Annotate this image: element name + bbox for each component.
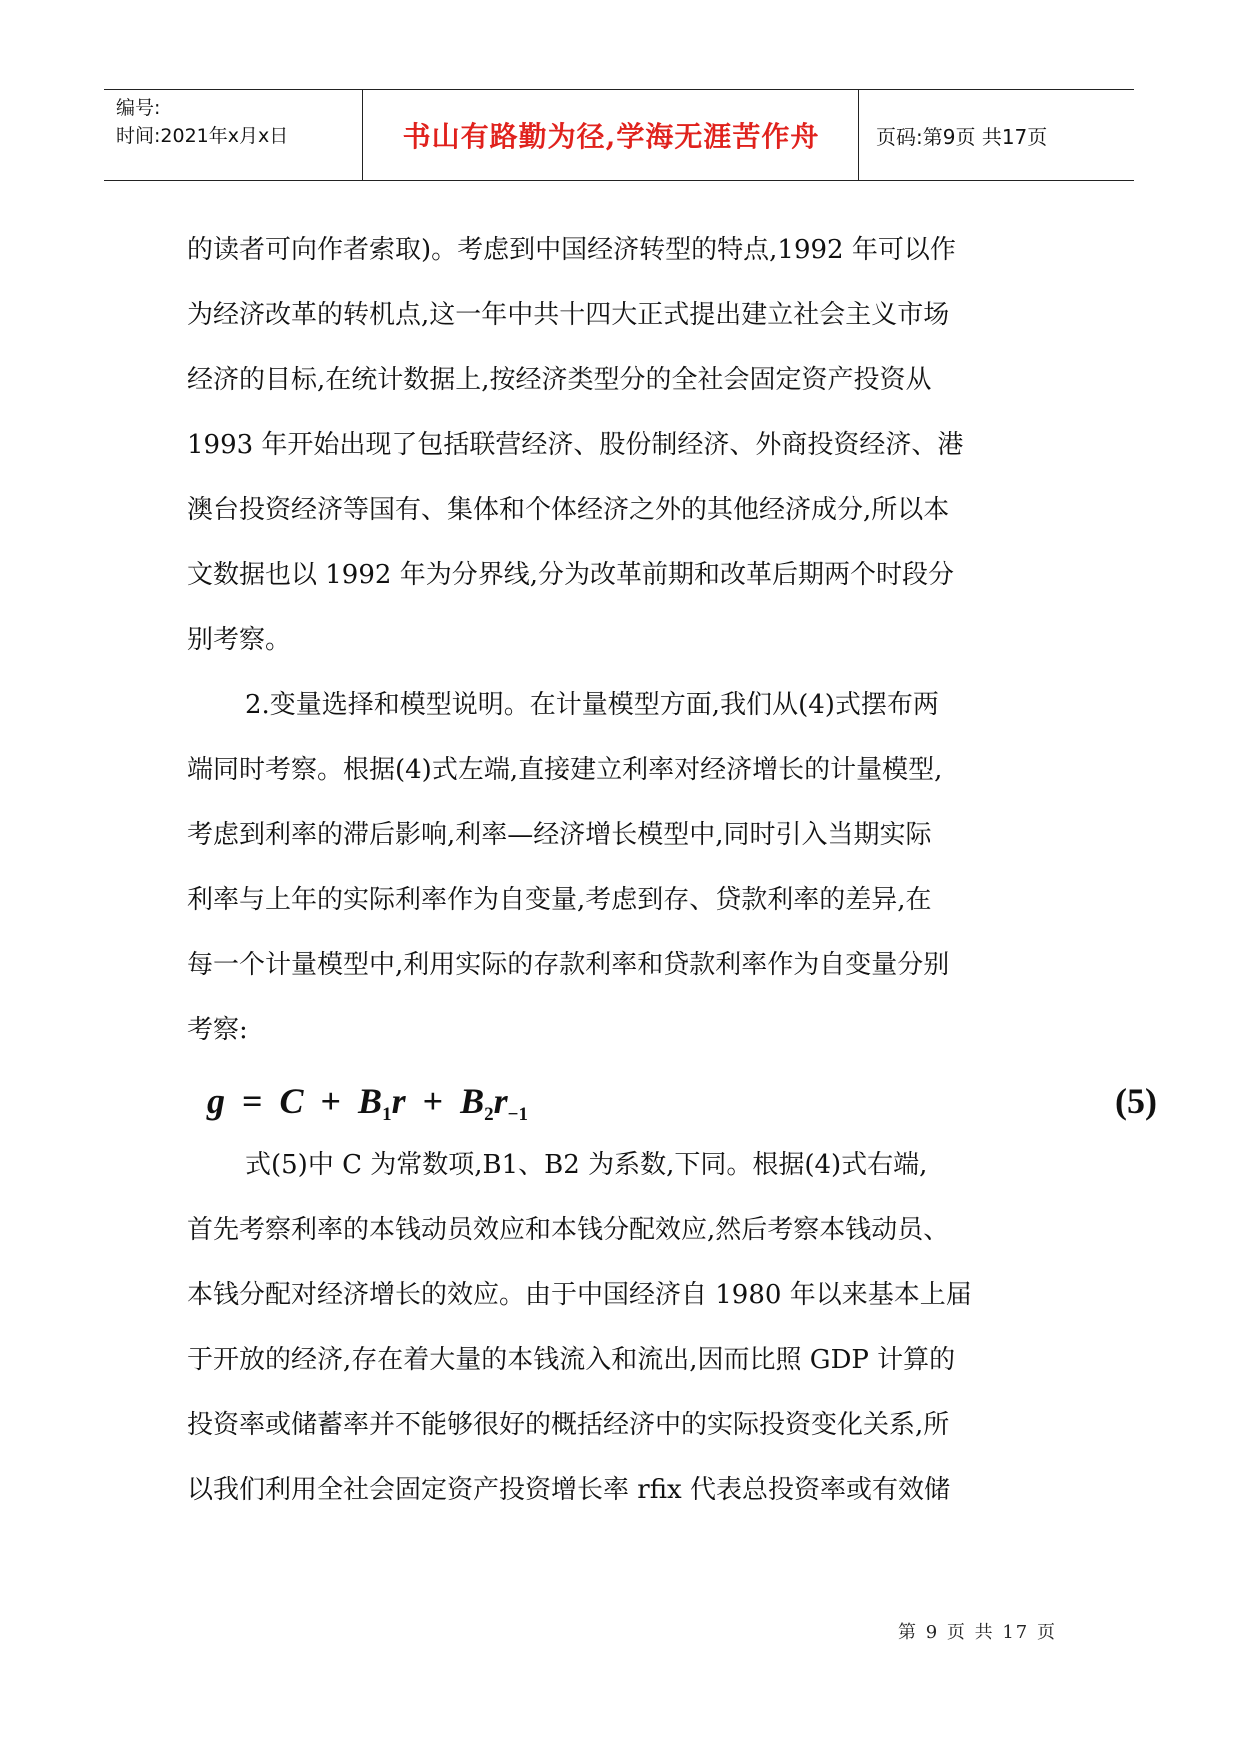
text-line: 本钱分配对经济增长的效应。由于中国经济自 1980 年以来基本上届 — [187, 1280, 972, 1310]
page-header — [104, 89, 1134, 181]
plus-sign: + — [320, 1081, 342, 1121]
subscript-1: 1 — [382, 1104, 392, 1125]
text-line: 文数据也以 1992 年为分界线,分为改革前期和改革后期两个时段分 — [187, 560, 954, 590]
var-c: C — [279, 1081, 304, 1121]
page-footer: 第 9 页 共 17 页 — [898, 1622, 1057, 1643]
document-time-label: 时间:2021年x月x日 — [116, 125, 289, 147]
text-line: 1993 年开始出现了包括联营经济、股份制经济、外商投资经济、港 — [187, 430, 964, 460]
text-line: 2.变量选择和模型说明。在计量模型方面,我们从(4)式摆布两 — [245, 690, 939, 720]
paragraph-variable-selection — [187, 673, 1087, 1063]
var-g: g — [207, 1081, 225, 1121]
subscript-2: 2 — [484, 1104, 494, 1125]
text-line: 考察: — [187, 1015, 248, 1045]
text-line: 经济的目标,在统计数据上,按经济类型分的全社会固定资产投资从 — [187, 365, 932, 395]
text-line: 以我们利用全社会固定资产投资增长率 rfix 代表总投资率或有效储 — [187, 1475, 950, 1505]
text-line: 端同时考察。根据(4)式左端,直接建立利率对经济增长的计量模型, — [187, 755, 943, 785]
equation-formula — [207, 1069, 528, 1147]
document-body — [187, 218, 1157, 1523]
header-page-label: 页码:第9页 共17页 — [876, 124, 1048, 149]
paragraph-data-period — [187, 218, 1087, 673]
subscript-lag: −1 — [507, 1104, 528, 1125]
text-line: 考虑到利率的滞后影响,利率—经济增长模型中,同时引入当期实际 — [187, 820, 932, 850]
document-number-label: 编号: — [116, 97, 161, 119]
text-line: 澳台投资经济等国有、集体和个体经济之外的其他经济成分,所以本 — [187, 495, 950, 525]
text-line: 于开放的经济,存在着大量的本钱流入和流出,因而比照 GDP 计算的 — [187, 1345, 956, 1375]
text-line: 别考察。 — [187, 625, 292, 655]
var-b2: B — [460, 1081, 485, 1121]
text-line: 的读者可向作者索取)。考虑到中国经济转型的特点,1992 年可以作 — [187, 235, 956, 265]
var-b1: B — [358, 1081, 383, 1121]
text-line: 每一个计量模型中,利用实际的存款利率和贷款利率作为自变量分别 — [187, 950, 950, 980]
text-line: 为经济改革的转机点,这一年中共十四大正式提出建立社会主义市场 — [187, 300, 950, 330]
header-divider-left — [362, 90, 363, 180]
equals-sign: = — [242, 1081, 263, 1121]
equation-5 — [187, 1063, 1157, 1133]
equation-number: (5) — [1115, 1081, 1157, 1121]
text-line: 投资率或储蓄率并不能够很好的概括经济中的实际投资变化关系,所 — [187, 1410, 950, 1440]
text-line: 首先考察利率的本钱动员效应和本钱分配效应,然后考察本钱动员、 — [187, 1215, 950, 1245]
var-r: r — [391, 1081, 406, 1121]
plus-sign: + — [422, 1081, 444, 1121]
header-meta — [116, 94, 288, 150]
header-motto: 书山有路勤为径,学海无涯苦作舟 — [402, 120, 820, 153]
header-divider-right — [858, 90, 859, 180]
var-r-lag: r — [493, 1081, 508, 1121]
paragraph-model-explanation — [187, 1133, 1087, 1523]
text-line: 式(5)中 C 为常数项,B1、B2 为系数,下同。根据(4)式右端, — [245, 1150, 928, 1180]
text-line: 利率与上年的实际利率作为自变量,考虑到存、贷款利率的差异,在 — [187, 885, 932, 915]
